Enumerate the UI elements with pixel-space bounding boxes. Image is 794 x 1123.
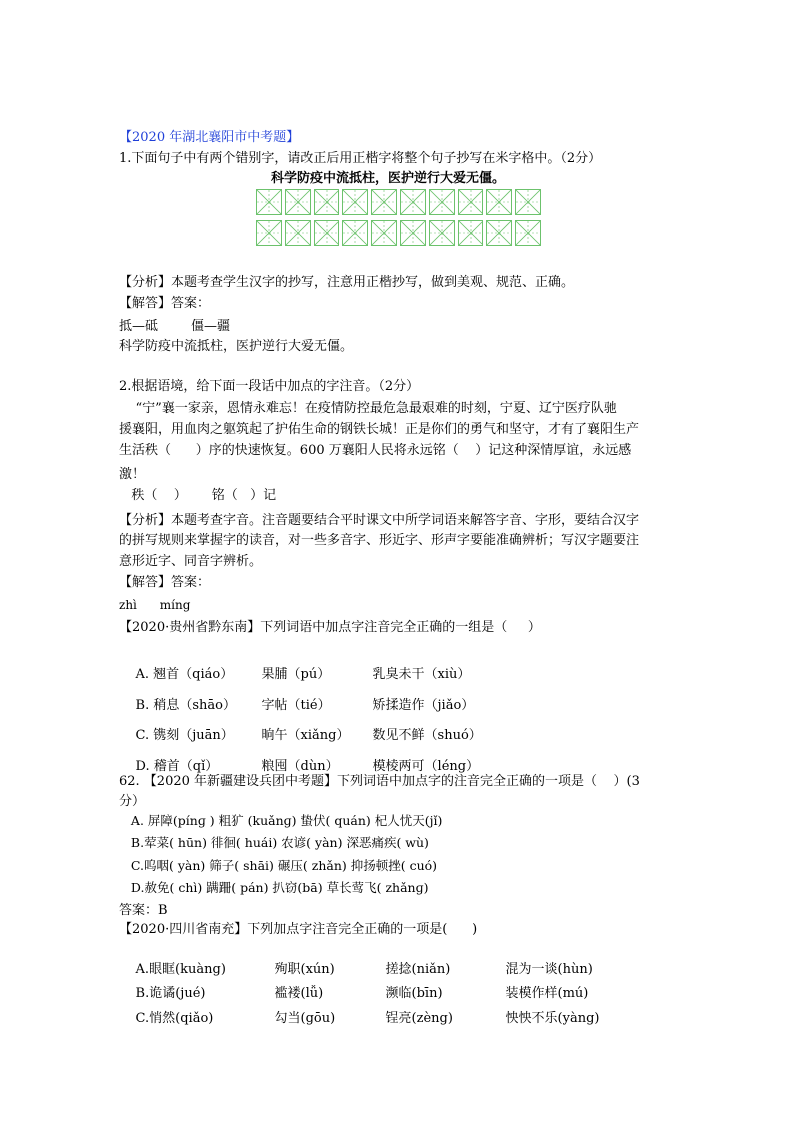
q1-answer-sentence: 科学防疫中流抵柱，医护逆行大爱无僵。 — [119, 339, 354, 354]
mizige-cell[interactable] — [285, 189, 311, 215]
q5-b-4: 装模作样(mú) — [505, 986, 589, 1001]
grid-row-2 — [256, 220, 544, 246]
q5-a-3: 搓捻(niǎn) — [385, 962, 451, 977]
mizige-cell[interactable] — [486, 220, 512, 246]
q5-a-4: 混为一谈(hùn) — [505, 962, 593, 977]
q3-b-1: B. 稍息（shāo） — [135, 698, 236, 713]
grid-row-1 — [256, 189, 544, 215]
q3-b-2: 字帖（tié） — [261, 698, 331, 713]
q4-answer: 答案：B — [119, 903, 168, 918]
mizige-grid[interactable] — [256, 189, 544, 251]
q5-b-3: 濒临(bīn) — [385, 986, 443, 1001]
mizige-cell[interactable] — [256, 189, 282, 215]
q3-d-3: 模棱两可（léng） — [372, 759, 480, 774]
q1-answer-corrections: 抵—砥 僵—疆 — [119, 319, 231, 334]
q2-analysis-3: 意形近字、同音字辨析。 — [119, 554, 263, 569]
q2-analysis-2: 的拼写规则来掌握字的读音，对一些多音字、形近字、形声字要能准确辨析；写汉字题要注 — [119, 533, 640, 548]
q4-option-d[interactable]: D.赦免( chì) 蹒跚( pán) 扒窃(bā) 草长莺飞( zhǎnɡ) — [119, 880, 429, 895]
q5-prompt: 【2020·四川省南充】下列加点字注音完全正确的一项是( ) — [119, 922, 478, 937]
q3-b-3: 矫揉造作（jiǎo） — [372, 698, 475, 713]
q2-answer-label: 【解答】答案： — [119, 575, 211, 590]
q1-sentence: 科学防疫中流抵柱，医护逆行大爱无僵。 — [271, 171, 506, 186]
q5-b-1: B.诡谲(jué) — [135, 986, 206, 1001]
q2-paragraph-4: 激！ — [119, 467, 146, 482]
mizige-cell[interactable] — [429, 220, 455, 246]
q4-option-a[interactable]: A. 屏障(pínɡ ) 粗犷 (kuǎnɡ) 蛰伏( quán) 杞人忧天(jǐ) — [119, 813, 443, 828]
q3-a-3: 乳臭未干（xiù） — [372, 667, 471, 682]
q3-a-2: 果脯（pú） — [261, 667, 331, 682]
q1-prompt: 1.下面句子中有两个错别字，请改正后用正楷字将整个句子抄写在米字格中。（2分） — [119, 151, 602, 166]
q5-a-1: A.眼眶(kuàng) — [135, 962, 226, 977]
q2-paragraph-1: “宁”襄一家亲，恩情永难忘！在疫情防控最危急最艰难的时刻，宁夏、辽宁医疗队驰 — [119, 401, 617, 416]
mizige-cell[interactable] — [371, 189, 397, 215]
mizige-cell[interactable] — [342, 189, 368, 215]
mizige-cell[interactable] — [285, 220, 311, 246]
mizige-cell[interactable] — [486, 189, 512, 215]
mizige-cell[interactable] — [314, 189, 340, 215]
source-header: 【2020 年湖北襄阳市中考题】 — [119, 130, 300, 145]
q1-analysis: 【分析】本题考查学生汉字的抄写，注意用正楷抄写，做到美观、规范、正确。 — [119, 275, 575, 290]
q3-c-3: 数见不鲜（shuó） — [372, 728, 482, 743]
mizige-cell[interactable] — [429, 189, 455, 215]
q3-d-2: 粮囤（dùn） — [261, 759, 339, 774]
q1-answer-label: 【解答】答案： — [119, 296, 211, 311]
mizige-cell[interactable] — [458, 220, 484, 246]
q3-prompt: 【2020·贵州省黔东南】下列词语中加点字注音完全正确的一组是（ ） — [119, 620, 541, 635]
q2-analysis-1: 【分析】本题考查字音。注音题要结合平时课文中所学词语来解答字音、字形，要结合汉字 — [119, 513, 640, 528]
q3-c-1: C. 镌刻（juān） — [135, 728, 234, 743]
mizige-cell[interactable] — [515, 220, 541, 246]
mizige-cell[interactable] — [400, 189, 426, 215]
q5-b-2: 褴褛(lǚ) — [274, 986, 324, 1001]
q2-paragraph-2: 援襄阳，用血肉之躯筑起了护佑生命的钢铁长城！正是你们的勇气和坚守，才有了襄阳生产 — [119, 422, 640, 437]
q4-option-c[interactable]: C.呜咽( yàn) 筛子( shāi) 碾压( zhǎn) 抑扬顿挫( cuó) — [119, 858, 438, 873]
q4-prompt: 62. 【2020 年新疆建设兵团中考题】下列词语中加点字的注音完全正确的一项是（ ）(3 — [119, 774, 640, 789]
mizige-cell[interactable] — [342, 220, 368, 246]
q2-blanks: 秩（ ） 铭（ ）记 — [119, 488, 277, 503]
mizige-cell[interactable] — [314, 220, 340, 246]
q3-a-1: A. 翘首（qiáo） — [135, 667, 234, 682]
q3-c-2: 晌午（xiǎng） — [261, 728, 350, 743]
q5-c-4: 怏怏不乐(yàng) — [505, 1011, 600, 1026]
q5-c-3: 锃亮(zèng) — [385, 1011, 453, 1026]
q4-option-b[interactable]: B.荤菜( hūn) 徘徊( huái) 农谚( yàn) 深恶痛疾( wù) — [119, 835, 429, 850]
q2-prompt: 2.根据语境，给下面一段话中加点的字注音。（2分） — [119, 379, 420, 394]
q5-option-c[interactable] — [119, 992, 599, 1041]
mizige-cell[interactable] — [256, 220, 282, 246]
q3-d-1: D. 稽首（qǐ） — [135, 759, 219, 774]
mizige-cell[interactable] — [515, 189, 541, 215]
q5-a-2: 殉职(xún) — [274, 962, 335, 977]
q5-c-1: C.悄然(qiǎo) — [135, 1011, 214, 1026]
mizige-cell[interactable] — [458, 189, 484, 215]
q4-prompt-cont: 分） — [119, 794, 146, 809]
q5-c-2: 勾当(gōu) — [274, 1011, 336, 1026]
q2-answer: zhì míng — [119, 598, 191, 612]
mizige-cell[interactable] — [400, 220, 426, 246]
q2-paragraph-3: 生活秩（ ）序的快速恢复。600 万襄阳人民将永远铭（ ）记这种深情厚谊，永远感 — [119, 443, 632, 458]
mizige-cell[interactable] — [371, 220, 397, 246]
